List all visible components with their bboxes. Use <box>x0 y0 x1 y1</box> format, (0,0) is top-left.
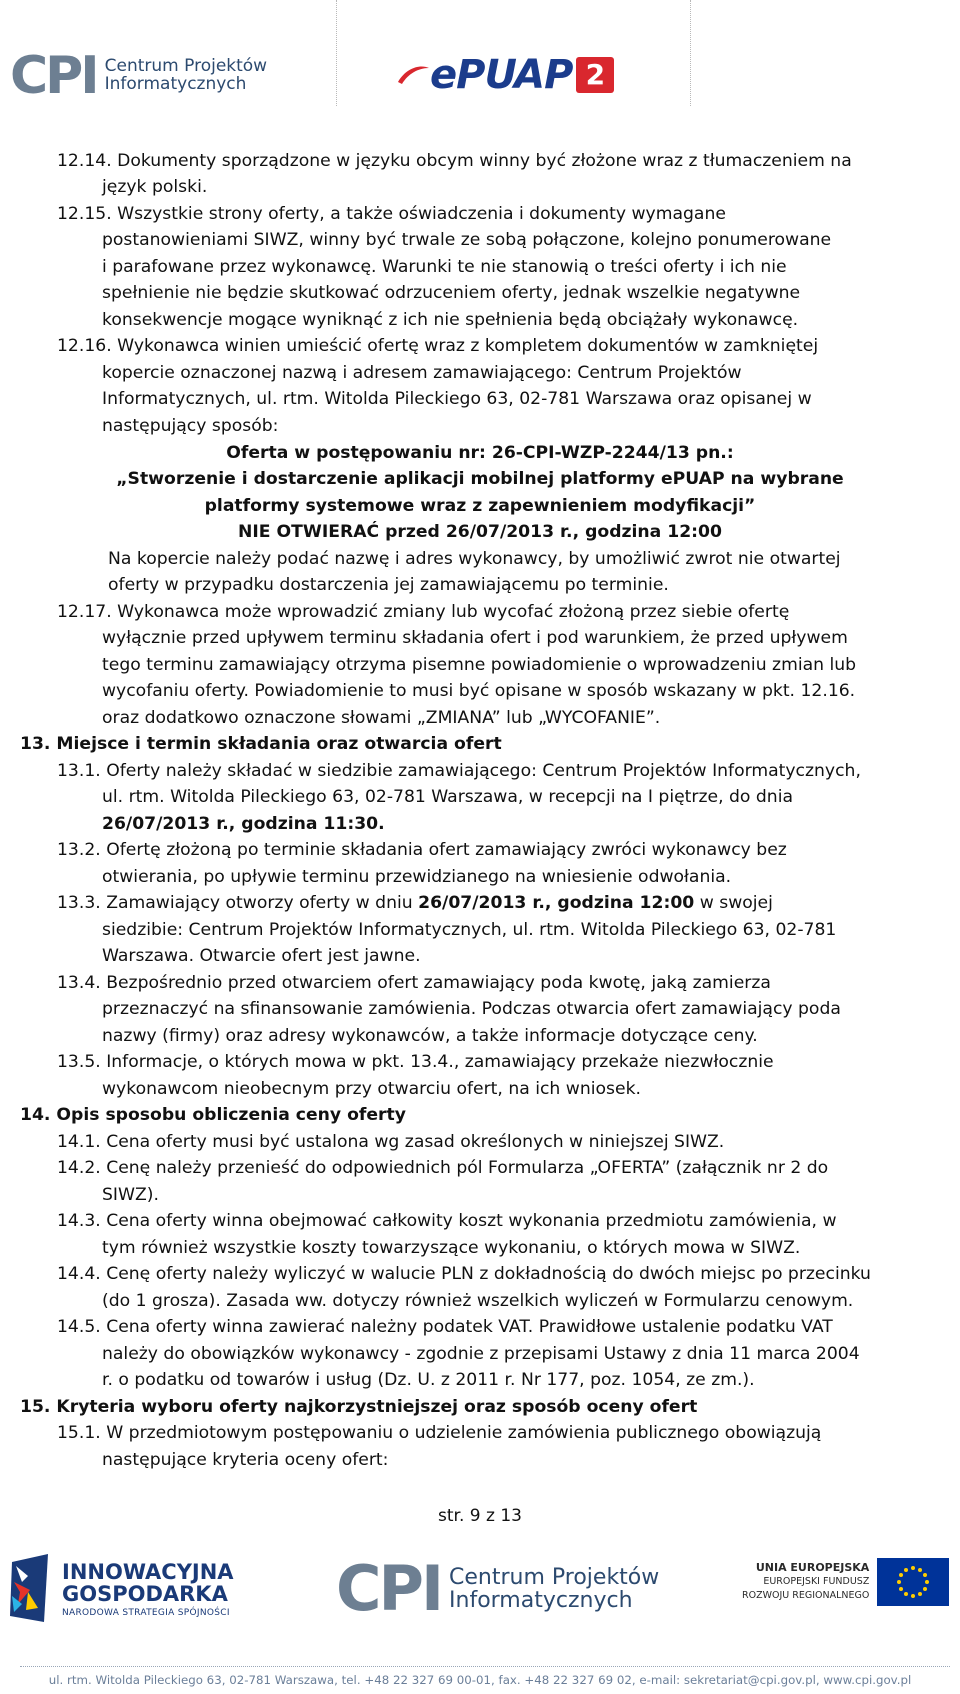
epuap-logo-word: ePUAP <box>430 52 573 98</box>
eu-text <box>742 1561 869 1603</box>
eu-line3: ROZWOJU REGIONALNEGO <box>742 1590 870 1601</box>
cpi-logo-header <box>10 46 268 106</box>
text-line: tego terminu zamawiający otrzyma pisemne powiadomienie o wprowadzeniu zmian lub <box>102 655 857 675</box>
header-divider-right <box>690 0 691 106</box>
innowacyjna-line1: INNOWACYJNA <box>62 1559 234 1584</box>
cpi-logo-mark: CPI <box>10 46 97 106</box>
text-line: 14.1. Cena oferty musi być ustalona wg zasad określonych w niniejszej SIWZ. <box>57 1132 725 1152</box>
text-line: 14.2. Cenę należy przenieść do odpowiednich pól Formularza „OFERTA” (załącznik nr 2 do <box>57 1158 829 1178</box>
text-line: 14.3. Cena oferty winna obejmować całkowity koszt wykonania przedmiotu zamówienia, w <box>57 1211 837 1231</box>
text-line: 13.1. Oferty należy składać w siedzibie zamawiającego: Centrum Projektów Informatycznych, <box>57 761 861 781</box>
text-line: 15.1. W przedmiotowym postępowaniu o udzielenie zamówienia publicznego obowiązują <box>57 1423 822 1443</box>
text-line: Na kopercie należy podać nazwę i adres wykonawcy, by umożliwić zwrot nie otwartej <box>108 549 841 569</box>
innowacyjna-star-icon <box>8 1552 56 1626</box>
innowacyjna-line3: NARODOWA STRATEGIA SPÓJNOŚCI <box>62 1607 230 1618</box>
footer-divider <box>20 1666 950 1667</box>
text-line: ul. rtm. Witolda Pileckiego 63, 02-781 Warszawa, w recepcji na I piętrze, do dnia <box>102 787 793 807</box>
text-line: język polski. <box>102 177 208 197</box>
text-line: następujące kryteria oceny ofert: <box>102 1450 389 1470</box>
cpi-logo-line2: Informatycznych <box>104 74 247 94</box>
text-line: r. o podatku od towarów i usług (Dz. U. z 2011 r. Nr 177, poz. 1054, ze zm.). <box>102 1370 755 1390</box>
text-line: należy do obowiązków wykonawcy - zgodnie z przepisami Ustawy z dnia 11 marca 2004 <box>102 1344 860 1364</box>
text-line: 12.16. Wykonawca winien umieścić ofertę wraz z kompletem dokumentów w zamkniętej <box>57 336 819 356</box>
text-line: siedzibie: Centrum Projektów Informatycznych, ul. rtm. Witolda Pileckiego 63, 02-781 <box>102 920 837 940</box>
section-heading-14: 14. Opis sposobu obliczenia ceny oferty <box>20 1105 406 1125</box>
eu-line2: EUROPEJSKI FUNDUSZ <box>763 1576 870 1587</box>
text-line: oferty w przypadku dostarczenia jej zamawiającemu po terminie. <box>108 575 669 595</box>
text-line: 12.14. Dokumenty sporządzone w języku obcym winny być złożone wraz z tłumaczeniem na <box>57 151 852 171</box>
cpi-logo-mark: CPI <box>336 1552 442 1625</box>
text-line: 13.5. Informacje, o których mowa w pkt. 13.4., zamawiający przekaże niezwłocznie <box>57 1052 774 1072</box>
text-line: wyłącznie przed upływem terminu składania ofert i pod warunkiem, że przed upływem <box>102 628 848 648</box>
text-line: spełnienie nie będzie skutkować odrzuceniem oferty, jednak wszelkie negatywne <box>102 283 801 303</box>
cpi-logo-line1: Centrum Projektów <box>449 1564 660 1590</box>
offer-title: Oferta w postępowaniu nr: 26-CPI-WZP-2244/13 pn.: <box>226 443 734 463</box>
cpi-logo-text <box>105 58 267 94</box>
section-heading-13: 13. Miejsce i termin składania oraz otwarcia ofert <box>20 734 502 754</box>
text-line: Informatycznych, ul. rtm. Witolda Pileckiego 63, 02-781 Warszawa oraz opisanej w <box>102 389 812 409</box>
epuap-logo <box>396 52 614 98</box>
text-line: oraz dodatkowo oznaczone słowami „ZMIANA” lub „WYCOFANIE”. <box>102 708 661 728</box>
text-span: w swojej <box>699 893 773 913</box>
text-line: SIWZ). <box>102 1185 159 1205</box>
text-line: otwierania, po upływie terminu przewidzianego na wniesienie odwołania. <box>102 867 732 887</box>
text-line: przeznaczyć na sfinansowanie zamówienia. Podczas otwarcia ofert zamawiający poda <box>102 999 841 1019</box>
section-heading-15: 15. Kryteria wyboru oferty najkorzystniejszej oraz sposób oceny ofert <box>20 1397 698 1417</box>
text-line: wycofaniu oferty. Powiadomienie to musi być opisane w sposób wskazany w pkt. 12.16. <box>102 681 856 701</box>
cpi-logo-line2: Informatycznych <box>449 1588 633 1613</box>
text-line: 13.4. Bezpośrednio przed otwarciem ofert zamawiający poda kwotę, jaką zamierza <box>57 973 771 993</box>
text-line: kopercie oznaczonej nazwą i adresem zamawiającego: Centrum Projektów <box>102 363 742 383</box>
epuap-logo-number: 2 <box>576 57 614 93</box>
innowacyjna-line2: GOSPODARKA <box>62 1581 228 1606</box>
text-line: 14.5. Cena oferty winna zawierać należny podatek VAT. Prawidłowe ustalenie podatku VAT <box>57 1317 833 1337</box>
text-line: nazwy (firmy) oraz adresy wykonawców, a także informacje dotyczące ceny. <box>102 1026 758 1046</box>
do-not-open-notice: NIE OTWIERAĆ przed 26/07/2013 r., godzina 12:00 <box>238 522 722 542</box>
text-line: i parafowane przez wykonawcę. Warunki te nie stanowią o treści oferty i ich nie <box>102 257 787 277</box>
eu-line1: UNIA EUROPEJSKA <box>755 1561 870 1574</box>
text-line: konsekwencje mogące wyniknąć z ich nie spełnienia będą obciążały wykonawcę. <box>102 310 799 330</box>
innowacyjna-text <box>62 1561 234 1618</box>
text-line: Warszawa. Otwarcie ofert jest jawne. <box>102 946 421 966</box>
eu-flag-icon <box>877 1558 949 1606</box>
epuap-swoosh-icon <box>396 64 430 86</box>
page-number: str. 9 z 13 <box>438 1506 522 1526</box>
cpi-logo-line1: Centrum Projektów <box>104 56 268 77</box>
text-line <box>57 893 773 913</box>
header-divider-left <box>336 0 337 106</box>
footer-address: ul. rtm. Witolda Pileckiego 63, 02-781 Warszawa, tel. +48 22 327 69 00-01, fax. +48 22 327 69 02, e-mail: sekretariat@cpi.gov.pl, www.cpi.gov.pl <box>48 1673 912 1687</box>
text-line: 14.4. Cenę oferty należy wyliczyć w walucie PLN z dokładnością do dwóch miejsc po przecinku <box>57 1264 871 1284</box>
text-line: 12.15. Wszystkie strony oferty, a także oświadczenia i dokumenty wymagane <box>57 204 726 224</box>
opening-date: 26/07/2013 r., godzina 12:00 <box>418 893 695 913</box>
text-line: 12.17. Wykonawca może wprowadzić zmiany lub wycofać złożoną przez siebie ofertę <box>57 602 790 622</box>
text-line: wykonawcom nieobecnym przy otwarciu ofert, na ich wniosek. <box>102 1079 641 1099</box>
offer-subject-cont: platformy systemowe wraz z zapewnieniem modyfikacji” <box>204 496 756 516</box>
text-line: (do 1 grosza). Zasada ww. dotyczy również wszelkich wyliczeń w Formularzu cenowym. <box>102 1291 854 1311</box>
text-line: postanowieniami SIWZ, winny być trwale ze sobą połączone, kolejno ponumerowane <box>102 230 832 250</box>
text-line: 13.2. Ofertę złożoną po terminie składania ofert zamawiający zwróci wykonawcy bez <box>57 840 787 860</box>
deadline-text: 26/07/2013 r., godzina 11:30. <box>102 814 385 834</box>
text-line: następujący sposób: <box>102 416 279 436</box>
cpi-logo-text <box>449 1566 659 1612</box>
text-line: tym również wszystkie koszty towarzyszące wykonaniu, o których mowa w SIWZ. <box>102 1238 801 1258</box>
offer-subject: „Stworzenie i dostarczenie aplikacji mobilnej platformy ePUAP na wybrane <box>116 469 844 489</box>
innowacyjna-gospodarka-logo <box>8 1552 234 1626</box>
text-span: 13.3. Zamawiający otworzy oferty w dniu <box>57 893 413 913</box>
eu-logo <box>742 1558 949 1606</box>
cpi-logo-footer <box>336 1552 660 1625</box>
